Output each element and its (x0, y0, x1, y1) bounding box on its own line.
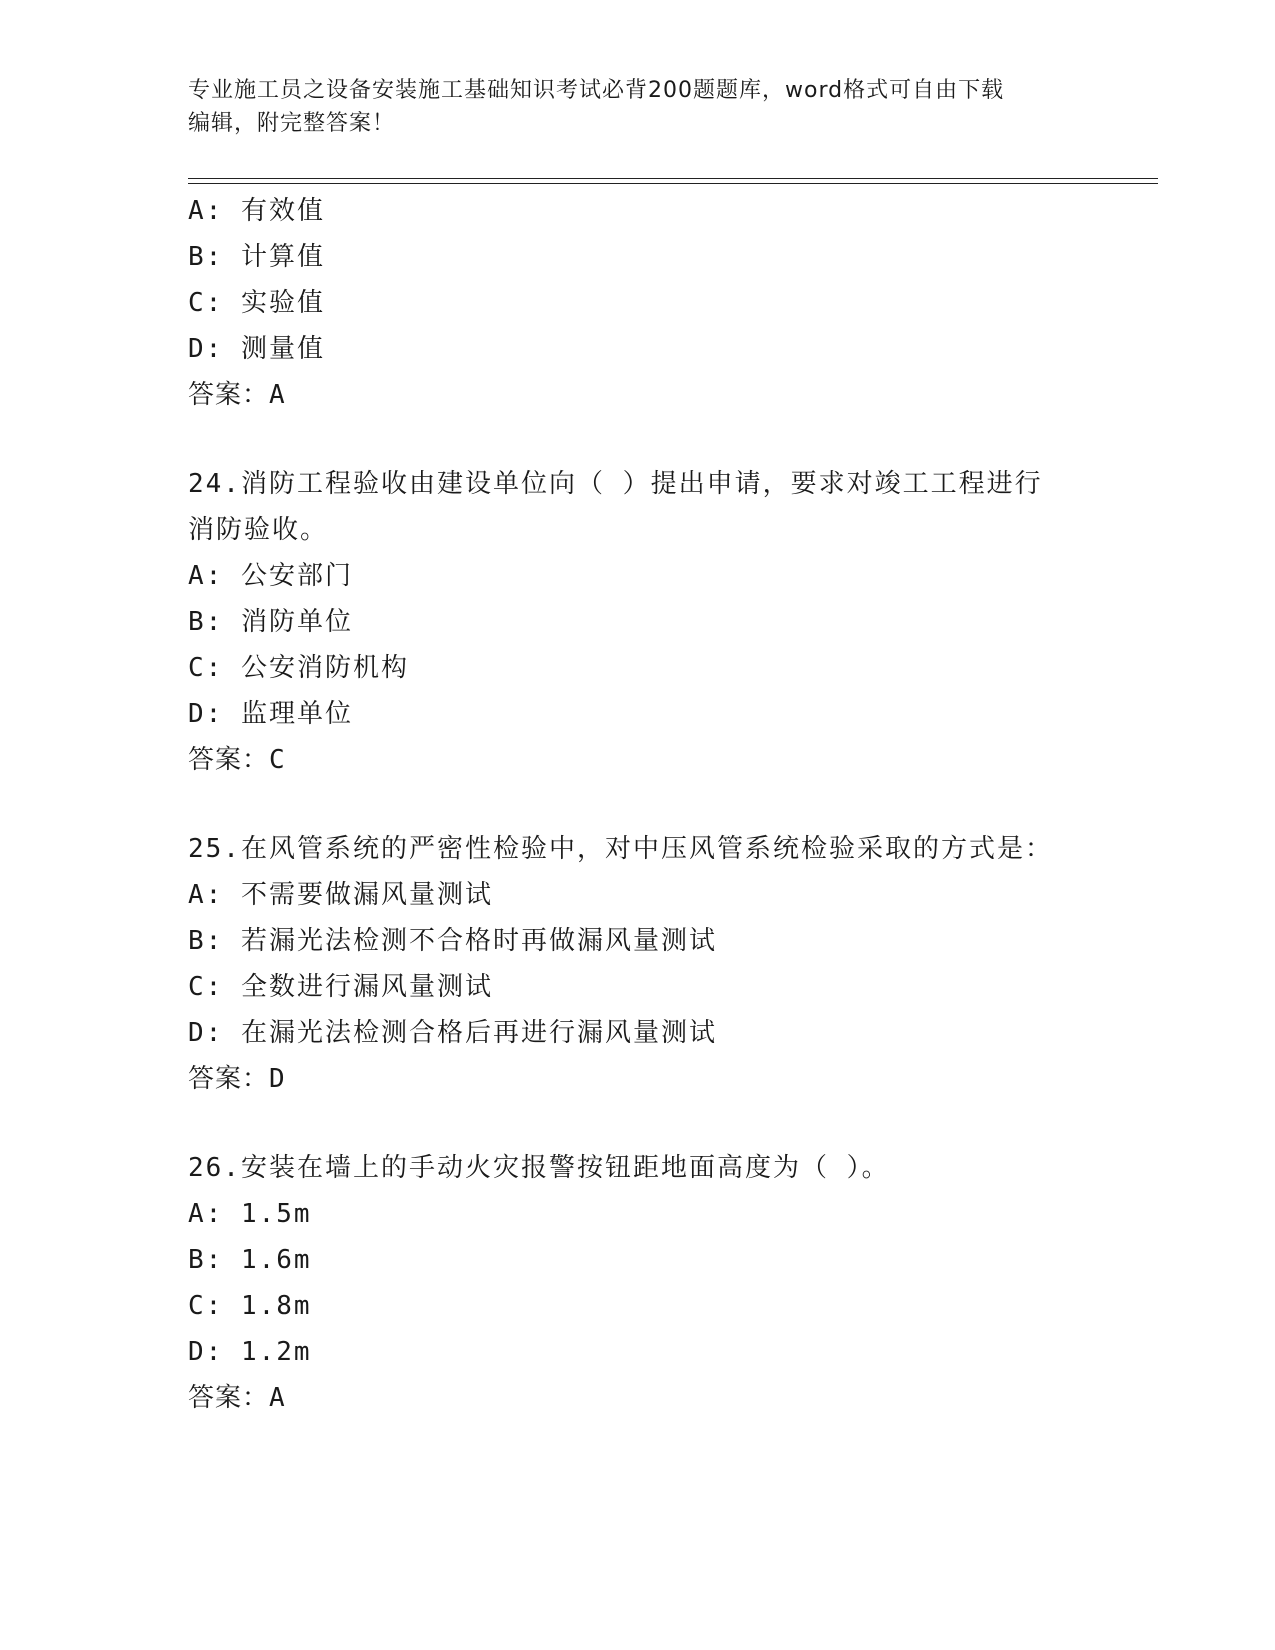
option-d: D: 1.2m (188, 1337, 312, 1367)
question-stem-line1: 24.消防工程验收由建设单位向（ ）提出申请，要求对竣工工程进行 (188, 469, 1043, 499)
header-title-line1: 专业施工员之设备安装施工基础知识考试必背200题题库，word格式可自由下载 (188, 78, 1005, 103)
header-title-line2: 编辑，附完整答案！ (188, 111, 396, 136)
option-a: A: 不需要做漏风量测试 (188, 880, 493, 910)
answer-value: A (269, 1383, 286, 1413)
option-a: A: 公安部门 (188, 561, 353, 591)
question-list (188, 188, 1088, 1421)
option-b: B: 若漏光法检测不合格时再做漏风量测试 (188, 926, 717, 956)
option-d: D: 测量值 (188, 334, 325, 364)
option-a: A: 有效值 (188, 196, 325, 226)
question-stem-line1: 25.在风管系统的严密性检验中，对中压风管系统检验采取的方式是： (188, 834, 1053, 864)
answer-label: 答案： (188, 1064, 270, 1094)
option-c: C: 公安消防机构 (188, 653, 409, 683)
option-b: B: 消防单位 (188, 607, 353, 637)
answer-line (188, 372, 1088, 418)
option-d: D: 监理单位 (188, 699, 353, 729)
document-header (188, 74, 1068, 140)
option-c: C: 实验值 (188, 288, 325, 318)
header-divider-top (188, 178, 1158, 179)
question-stem-line2: 消防验收。 (188, 515, 329, 545)
option-b: B: 计算值 (188, 242, 325, 272)
question-26 (188, 1145, 1088, 1421)
option-c: C: 全数进行漏风量测试 (188, 972, 493, 1002)
question-25 (188, 826, 1088, 1102)
question-stem-line1: 26.安装在墙上的手动火灾报警按钮距地面高度为（ ）。 (188, 1153, 890, 1183)
answer-line (188, 737, 1088, 783)
answer-value: C (269, 745, 286, 775)
answer-label: 答案： (188, 745, 270, 775)
option-b: B: 1.6m (188, 1245, 312, 1275)
question-24 (188, 461, 1088, 783)
header-divider-bottom (188, 183, 1158, 184)
answer-line (188, 1056, 1088, 1102)
question-23 (188, 188, 1088, 418)
answer-value: D (269, 1064, 286, 1094)
answer-label: 答案： (188, 1383, 270, 1413)
option-c: C: 1.8m (188, 1291, 312, 1321)
answer-label: 答案： (188, 380, 270, 410)
option-a: A: 1.5m (188, 1199, 312, 1229)
answer-value: A (269, 380, 286, 410)
option-d: D: 在漏光法检测合格后再进行漏风量测试 (188, 1018, 717, 1048)
answer-line (188, 1375, 1088, 1421)
